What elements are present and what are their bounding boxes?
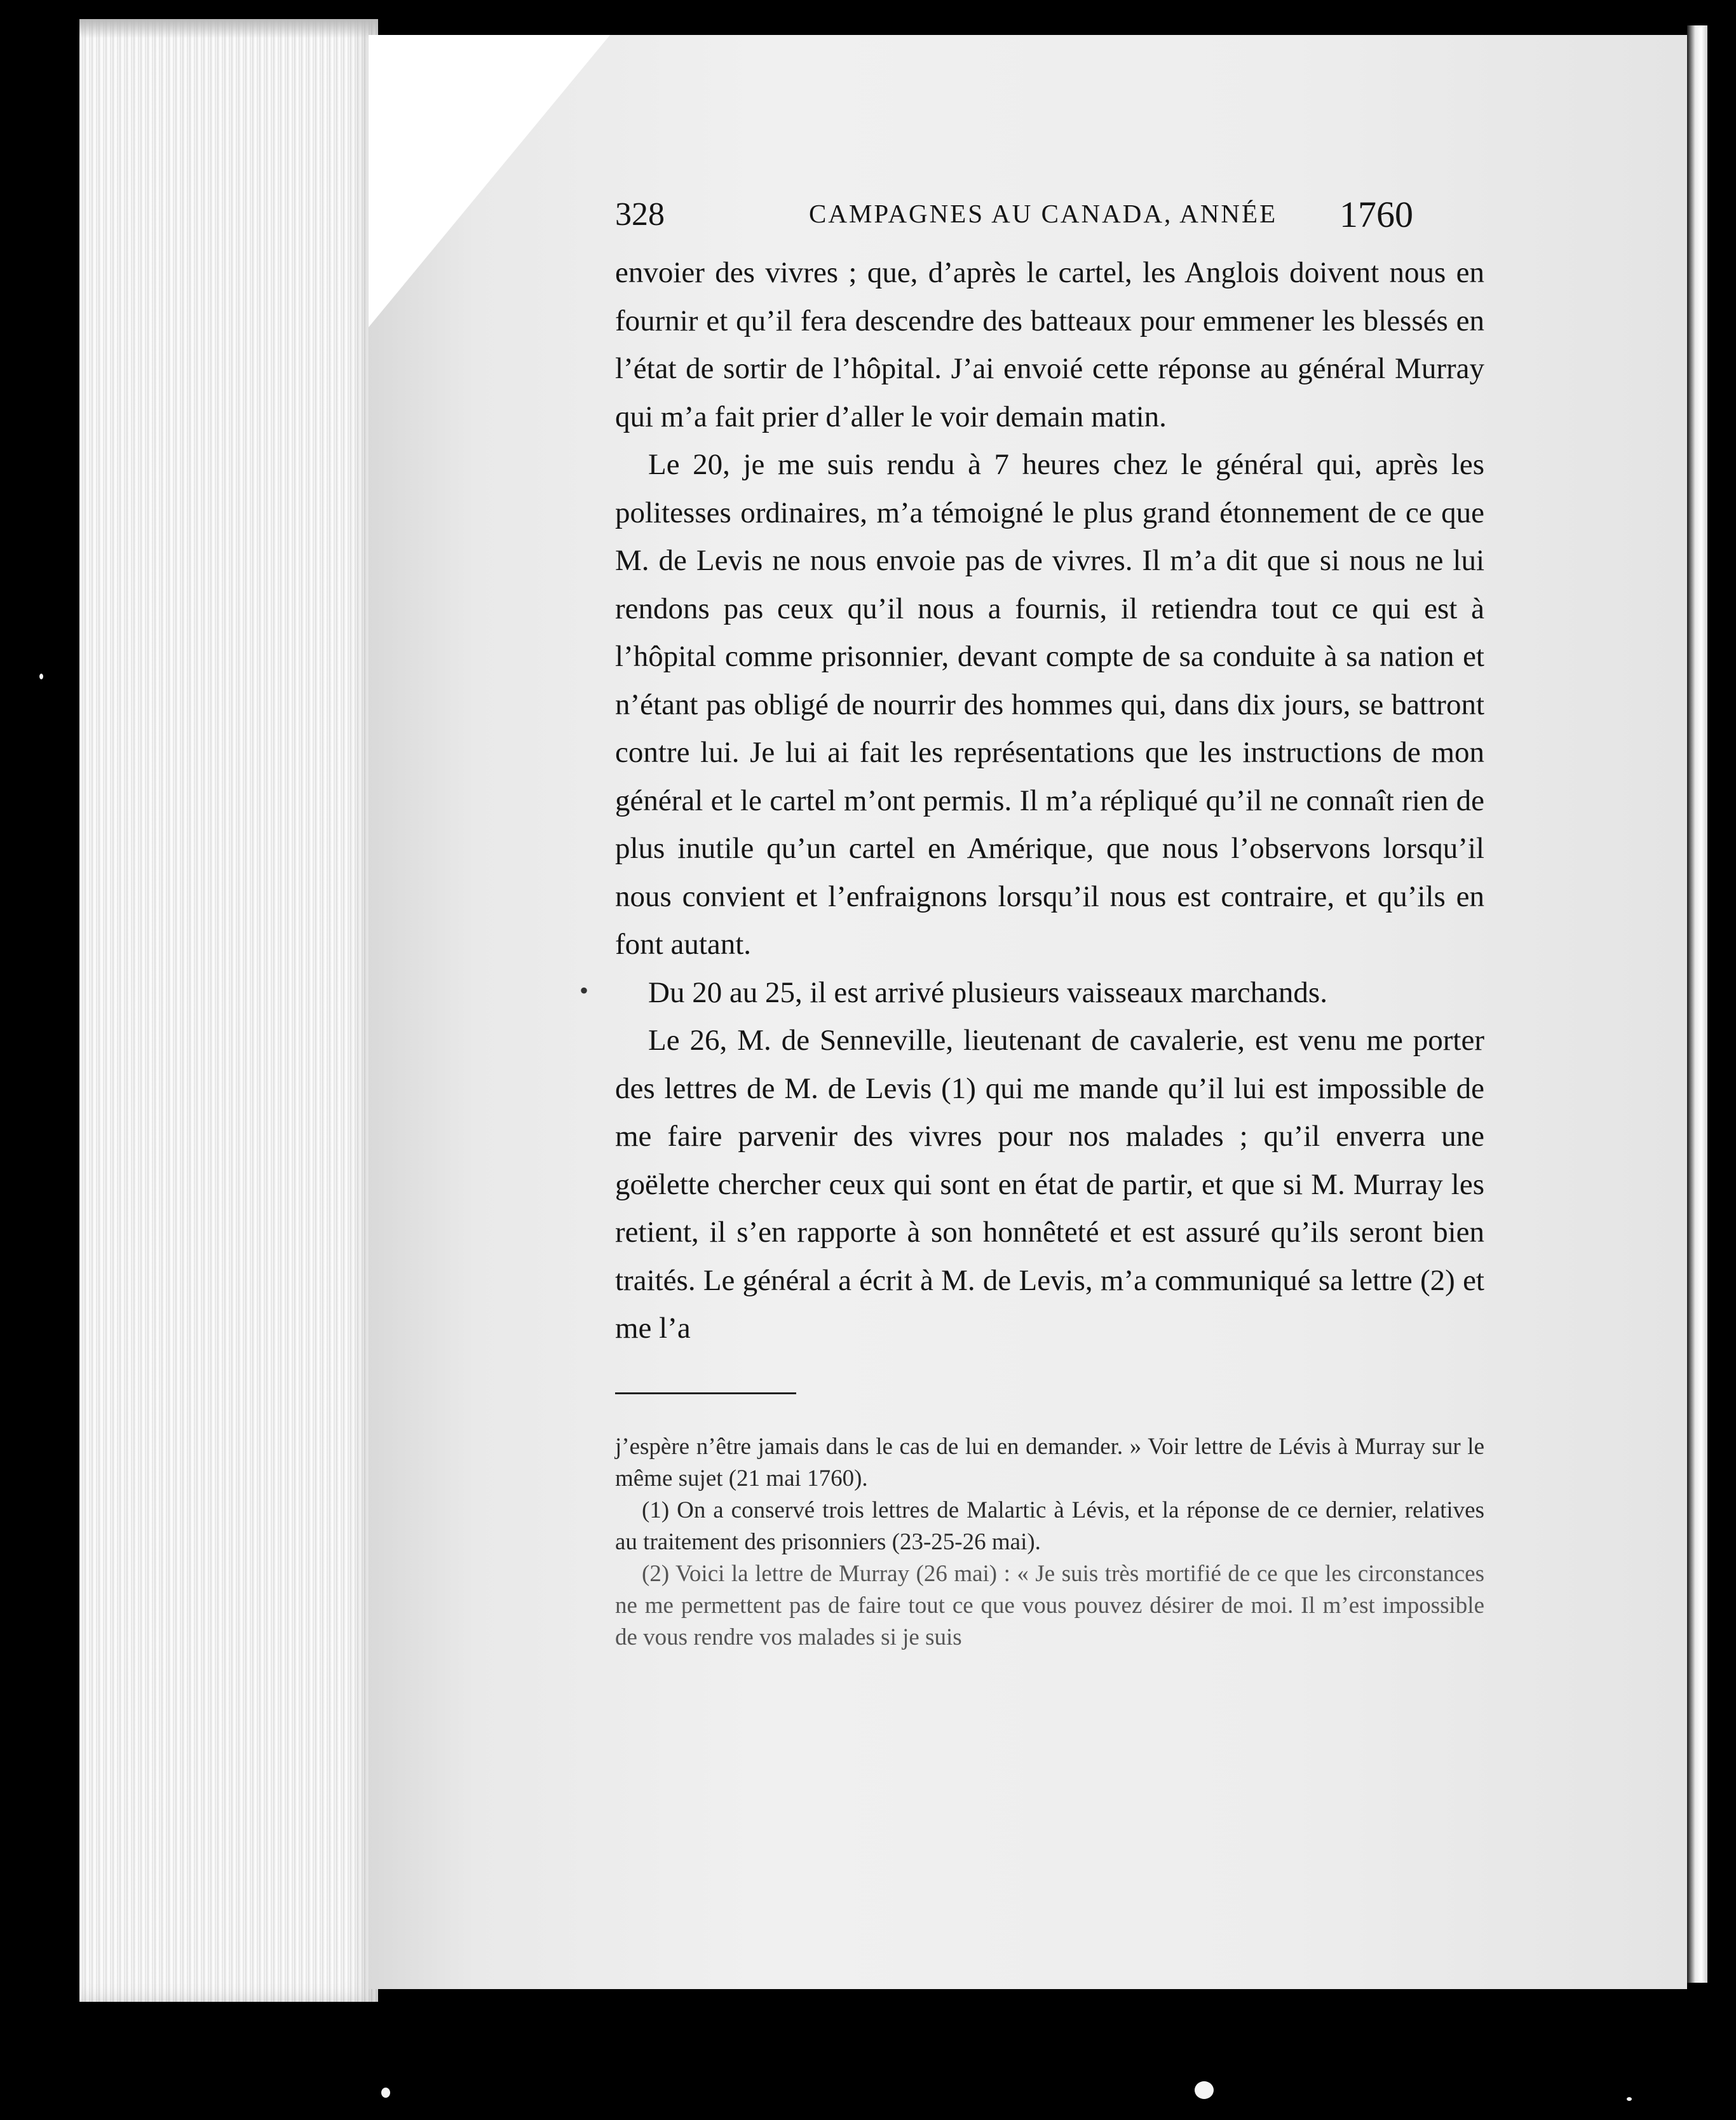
running-head [615,191,1484,249]
scan-speck [39,674,43,679]
page-stack-shadow [79,19,378,38]
scan-speck [1627,2097,1632,2101]
body-text [615,249,1484,1353]
next-page-edge [1687,25,1707,1983]
paragraph-continuation: envoier des vivres ; que, d’après le cartel, les Anglois doivent nous en fournir et qu’il fera descendre des batteaux pour emmener les blessés en l’état de sortir de l’hôpital. J’ai envoié cette réponse au général Murray qui m’a fait prier d’aller le voir demain matin. [615,256,1484,433]
page-number: 328 [615,196,665,233]
folded-page-corner [369,35,610,327]
footnote-1: (1) On a conservé trois lettres de Malartic à Lévis, et la réponse de ce dernier, relatives au traitement des prisonniers (23-25-26 mai). [615,1497,1484,1555]
book-page-stack [79,19,378,2002]
paragraph-du-20-au-25: Du 20 au 25, il est arrivé plusieurs vaisseaux marchands. [648,975,1327,1009]
scan-speck [381,2088,390,2098]
scan-speck [1195,2081,1214,2099]
page-content [615,191,1484,1654]
running-title: CAMPAGNES AU CANADA, ANNÉE [809,199,1278,228]
paragraph-le-26: Le 26, M. de Senneville, lieutenant de cavalerie, est venu me porter des lettres de M. de Levis (1) qui me mande qu’il lui est impossible de me faire parvenir des vivres pour nos malades ; qu’il enverra une goëlette chercher ceux qui sont en état de partir, et que si M. Murray les retient, il s’en rapporte à son honnêteté et est assuré qu’ils seront bien traités. Le général a écrit à M. de Levis, m’a communiqué sa lettre (2) et me l’a [615,1024,1484,1345]
running-year: 1760 [1339,194,1413,235]
footnotes [615,1431,1484,1654]
footnote-continuation: j’espère n’être jamais dans le cas de lui en demander. » Voir lettre de Lévis à Murray sur le même sujet (21 mai 1760). [615,1433,1484,1491]
footnote-rule [615,1392,796,1394]
footnote-2: (2) Voici la lettre de Murray (26 mai) : « Je suis très mortifié de ce que les circonstances ne me permettent pas de faire tout ce que vous pouvez désirer de moi. Il m’est impossible de vous rendre vos malades si je suis [615,1560,1484,1650]
paragraph-le-20: Le 20, je me suis rendu à 7 heures chez le général qui, après les politesses ordinaires, m’a témoigné le plus grand étonnement de ce que M. de Levis ne nous envoie pas de vivres. Il m’a dit que si nous ne lui rendons pas ceux qu’il nous a fournis, il retiendra tout ce qui est à l’hôpital comme prisonnier, devant compte de sa conduite à sa nation et n’étant pas obligé de nourrir des hommes qui, dans dix jours, se battront contre lui. Je lui ai fait les représentations que les instructions de mon général et le cartel m’ont permis. Il m’a répliqué qu’il ne connaît rien de plus inutile qu’un cartel en Amérique, que nous l’observons lorsqu’il nous convient et l’enfraignons lorsqu’il nous est contraire, et qu’ils en font autant. [615,448,1484,961]
margin-mark: • [580,976,589,1005]
